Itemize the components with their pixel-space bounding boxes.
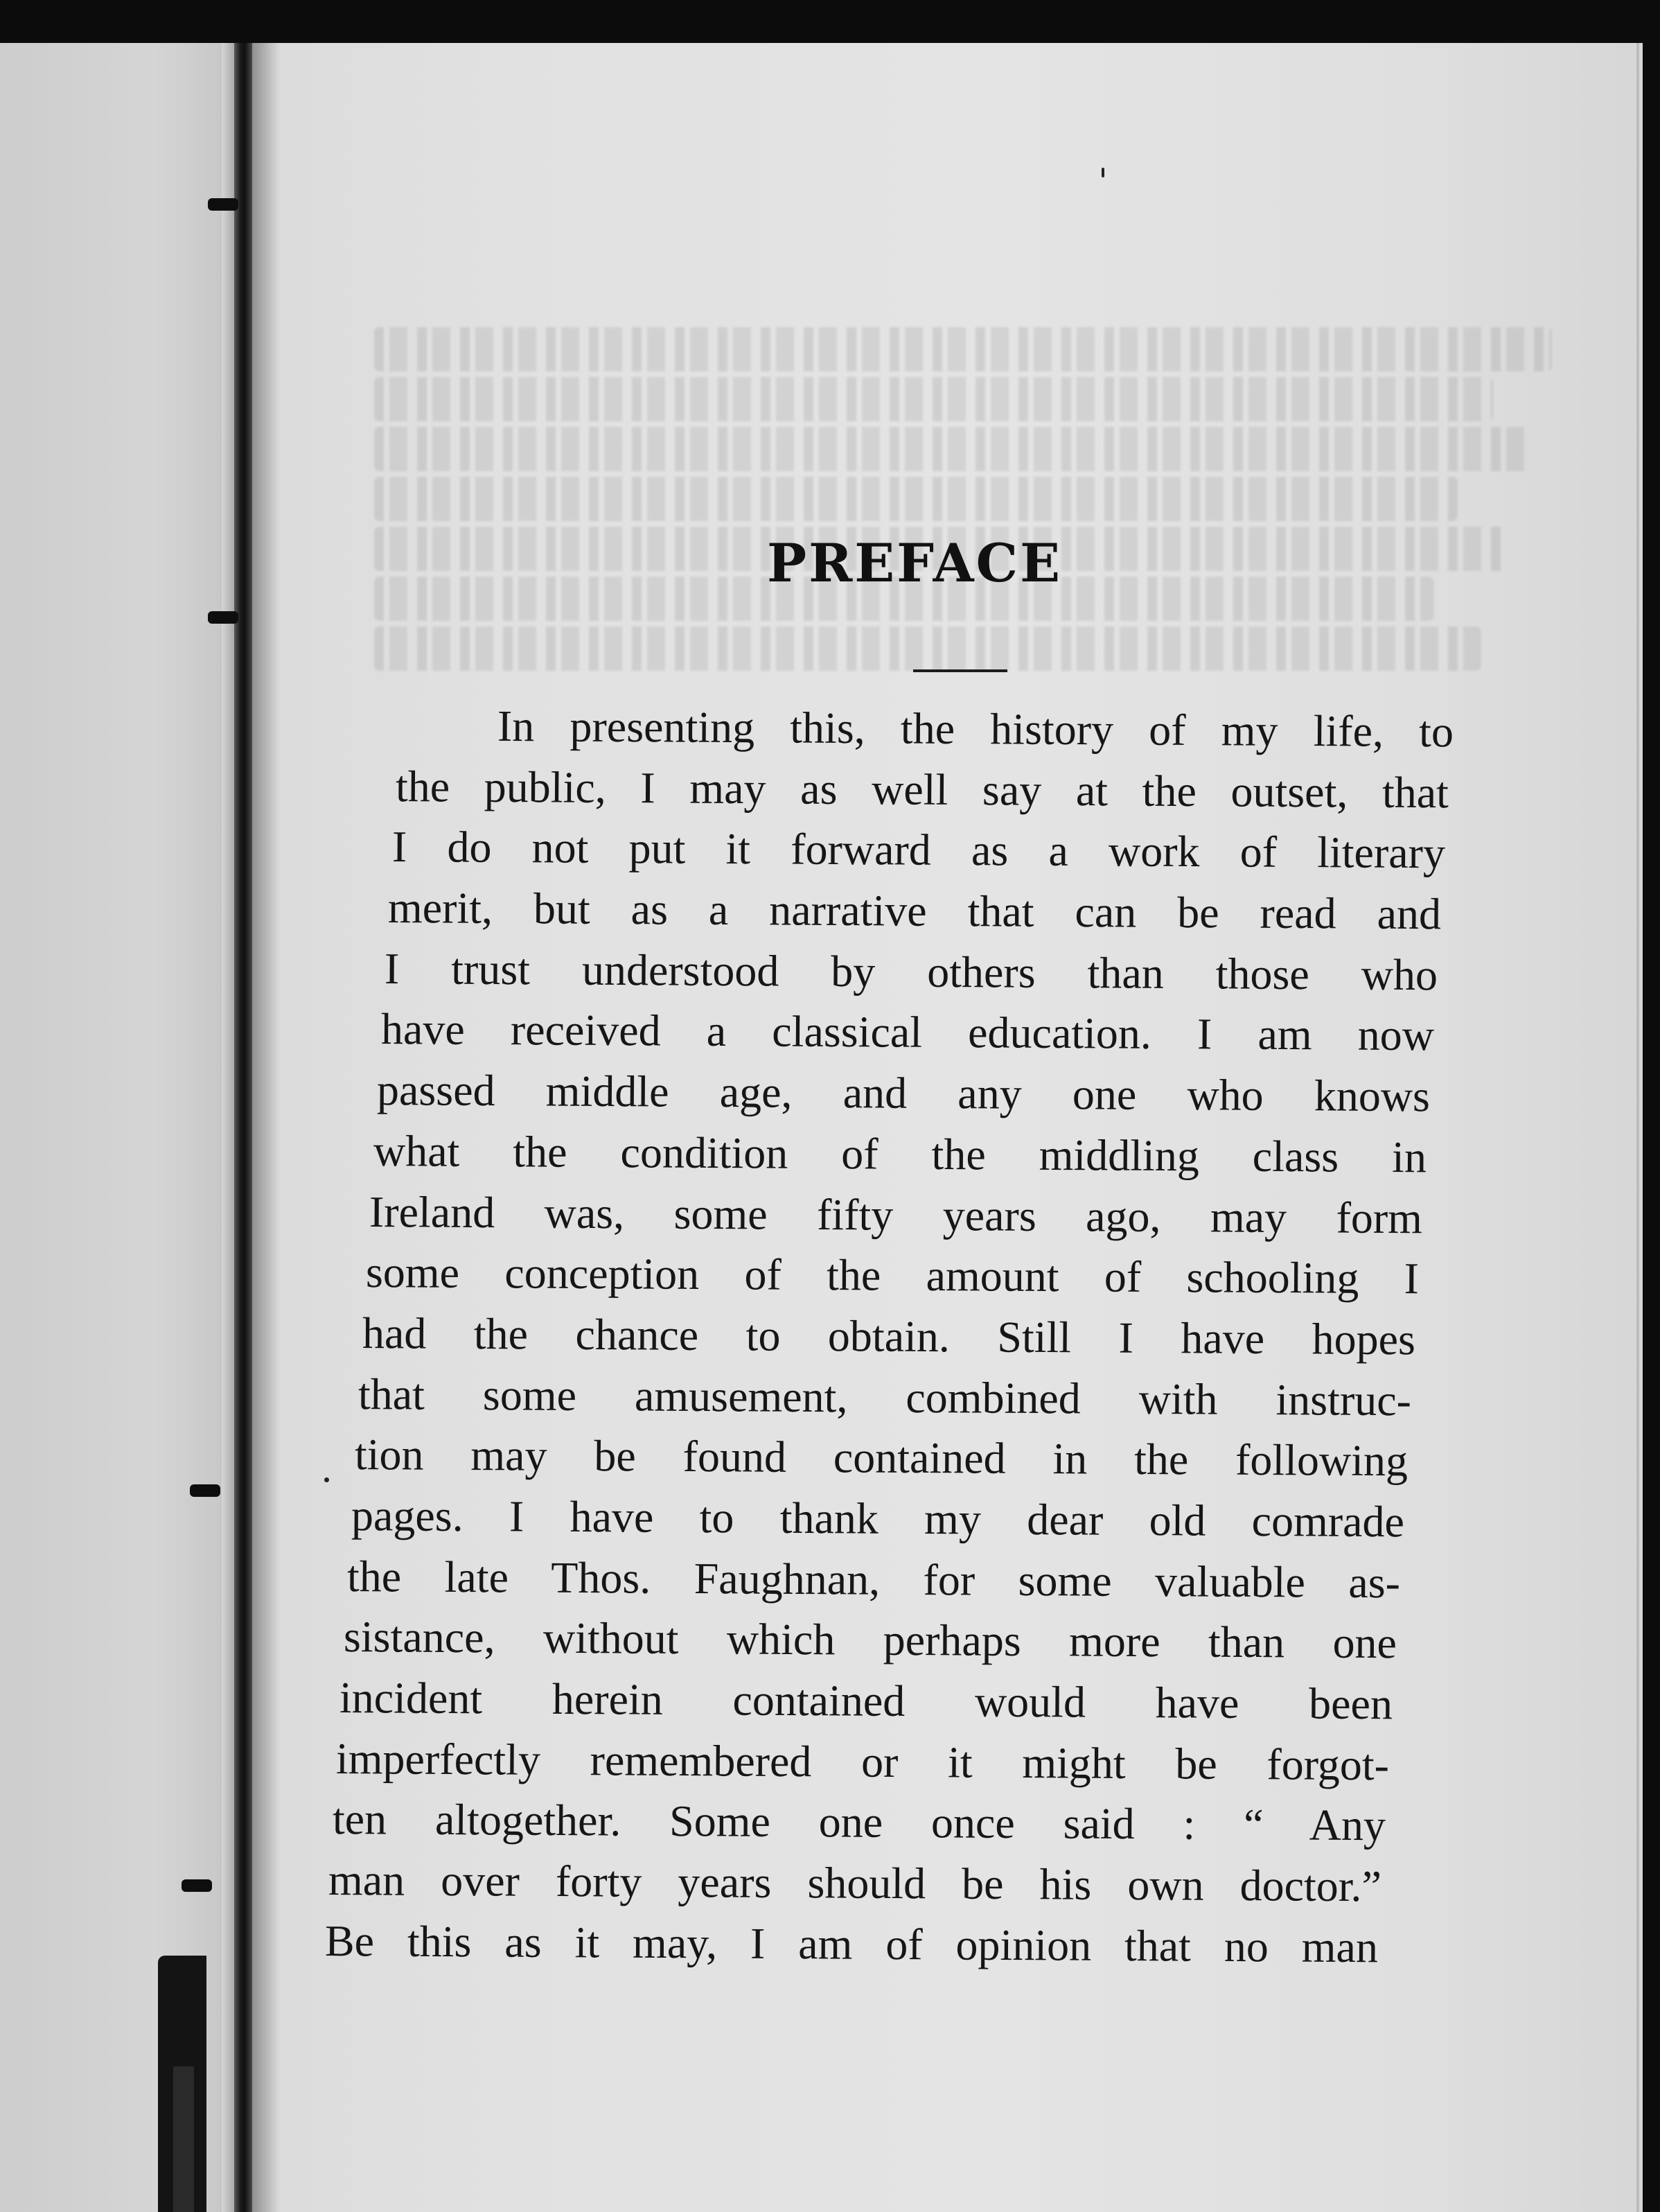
text-line: man over forty years should be his own doctor.”: [328, 1855, 1382, 1911]
text-line: Be this as it may, I am of opinion that no man: [324, 1915, 1379, 1972]
page-title: PREFACE: [766, 532, 1063, 594]
text-line: merit, but as a narrative that can be read and: [387, 883, 1442, 939]
text-line: the public, I may as well say at the outset, that: [395, 761, 1449, 817]
text-line: I do not put it forward as a work of literary: [391, 822, 1446, 878]
text-line: In presenting this, the history of my life, to: [497, 701, 1454, 757]
text-line: that some amusement, combined with instruc-: [357, 1369, 1412, 1425]
page-edge-line: [1636, 43, 1639, 2212]
binding-stitch: [190, 1484, 220, 1497]
text-line: tion may be found contained in the following: [354, 1430, 1409, 1486]
ink-speck: [1102, 168, 1104, 177]
scan-border: [1643, 43, 1652, 2212]
text-line: have received a classical education. I am now: [380, 1004, 1435, 1060]
text-line: passed middle age, and any one who knows: [376, 1065, 1431, 1121]
text-line: I trust understood by others than those who: [384, 943, 1438, 1000]
text-line: ten altogether. Some one once said : “ Any: [332, 1794, 1386, 1850]
gutter-fade: [252, 43, 280, 2212]
text-line: had the chance to obtain. Still I have hopes: [362, 1308, 1416, 1364]
text-line: imperfectly remembered or it might be forgot-: [335, 1733, 1390, 1789]
gutter-shadow: [220, 43, 236, 2212]
text-line: what the condition of the middling class in: [373, 1125, 1427, 1182]
text-line: sistance, without which perhaps more than one: [343, 1612, 1397, 1668]
text-line: Ireland was, some fifty years ago, may form: [369, 1186, 1423, 1243]
preface-text: [324, 695, 1454, 1972]
text-line: the late Thos. Faughnan, for some valuable as-: [346, 1551, 1401, 1607]
text-line: some conception of the amount of schooling I: [365, 1247, 1420, 1304]
book-binding-gutter: [234, 43, 252, 2212]
binding-stitch: [182, 1879, 212, 1892]
binding-stitch: [208, 611, 238, 624]
binding-stitch: [208, 198, 238, 211]
torn-edge: [173, 2066, 194, 2212]
text-line: incident herein contained would have been: [339, 1673, 1393, 1729]
text-line: pages. I have to thank my dear old comrade: [351, 1490, 1405, 1547]
title-rule: [913, 669, 1007, 672]
ink-speck: [324, 1477, 329, 1482]
